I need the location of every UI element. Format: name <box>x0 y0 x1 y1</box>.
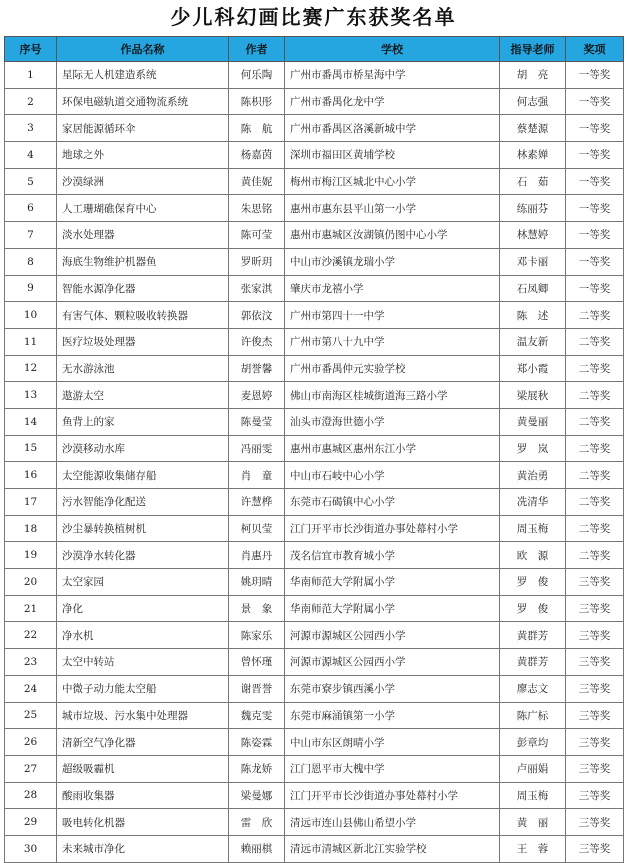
prize-level: 二等奖 <box>566 542 624 569</box>
author-name: 杨嘉茵 <box>229 142 285 169</box>
row-index: 7 <box>5 222 57 249</box>
row-index: 1 <box>5 62 57 89</box>
author-name: 肖 童 <box>229 462 285 489</box>
school-name: 清远市清城区新北江实验学校 <box>285 835 500 862</box>
prize-level: 一等奖 <box>566 195 624 222</box>
author-name: 麦恩婷 <box>229 382 285 409</box>
prize-level: 二等奖 <box>566 408 624 435</box>
teacher-name: 温友新 <box>500 328 566 355</box>
author-name: 景 象 <box>229 595 285 622</box>
prize-level: 二等奖 <box>566 382 624 409</box>
prize-level: 二等奖 <box>566 302 624 329</box>
table-row <box>5 382 624 409</box>
teacher-name: 林慧婷 <box>500 222 566 249</box>
author-name: 陈家乐 <box>229 622 285 649</box>
row-index: 15 <box>5 435 57 462</box>
author-name: 陈枳彤 <box>229 88 285 115</box>
prize-level: 一等奖 <box>566 248 624 275</box>
school-name: 东莞市寮步镇西溪小学 <box>285 675 500 702</box>
table-row <box>5 168 624 195</box>
table-row <box>5 62 624 89</box>
author-name: 陈姿霖 <box>229 729 285 756</box>
teacher-name: 胡 亮 <box>500 62 566 89</box>
row-index: 30 <box>5 835 57 862</box>
work-title: 地球之外 <box>57 142 229 169</box>
table-row <box>5 729 624 756</box>
row-index: 22 <box>5 622 57 649</box>
teacher-name: 梁展秋 <box>500 382 566 409</box>
school-name: 中山市沙溪镇龙瑞小学 <box>285 248 500 275</box>
table-row <box>5 408 624 435</box>
work-title: 沙漠移动水库 <box>57 435 229 462</box>
school-name: 深圳市福田区黄埔学校 <box>285 142 500 169</box>
teacher-name: 周玉梅 <box>500 782 566 809</box>
row-index: 12 <box>5 355 57 382</box>
teacher-name: 黄 丽 <box>500 809 566 836</box>
author-name: 许慧桦 <box>229 489 285 516</box>
header-index: 序号 <box>5 37 57 62</box>
school-name: 中山市东区朗晴小学 <box>285 729 500 756</box>
teacher-name: 黄治勇 <box>500 462 566 489</box>
work-title: 太空家园 <box>57 569 229 596</box>
author-name: 朱思铭 <box>229 195 285 222</box>
teacher-name: 罗 岚 <box>500 435 566 462</box>
prize-level: 三等奖 <box>566 675 624 702</box>
school-name: 广州市番禺区洛溪新城中学 <box>285 115 500 142</box>
teacher-name: 石 茹 <box>500 168 566 195</box>
teacher-name: 郑小霞 <box>500 355 566 382</box>
row-index: 3 <box>5 115 57 142</box>
work-title: 沙尘暴转换植树机 <box>57 515 229 542</box>
teacher-name: 林素婵 <box>500 142 566 169</box>
prize-level: 一等奖 <box>566 115 624 142</box>
teacher-name: 卢丽娟 <box>500 755 566 782</box>
row-index: 5 <box>5 168 57 195</box>
table-row <box>5 462 624 489</box>
row-index: 20 <box>5 569 57 596</box>
header-teacher: 指导老师 <box>500 37 566 62</box>
table-row <box>5 809 624 836</box>
school-name: 肇庆市龙禧小学 <box>285 275 500 302</box>
work-title: 太空能源收集储存船 <box>57 462 229 489</box>
school-name: 中山市石岐中心小学 <box>285 462 500 489</box>
prize-level: 一等奖 <box>566 222 624 249</box>
work-title: 超级吸霾机 <box>57 755 229 782</box>
prize-level: 三等奖 <box>566 622 624 649</box>
school-name: 清远市连山县佛山希望小学 <box>285 809 500 836</box>
teacher-name: 陈广标 <box>500 702 566 729</box>
work-title: 有害气体、颗粒吸收转换器 <box>57 302 229 329</box>
header-school: 学校 <box>285 37 500 62</box>
row-index: 4 <box>5 142 57 169</box>
row-index: 14 <box>5 408 57 435</box>
row-index: 21 <box>5 595 57 622</box>
school-name: 江门开平市长沙街道办事处幕村小学 <box>285 515 500 542</box>
work-title: 沙漠净水转化器 <box>57 542 229 569</box>
table-row <box>5 355 624 382</box>
prize-level: 二等奖 <box>566 462 624 489</box>
prize-level: 三等奖 <box>566 782 624 809</box>
school-name: 广州市番禺化龙中学 <box>285 88 500 115</box>
teacher-name: 陈 述 <box>500 302 566 329</box>
author-name: 姚玥晴 <box>229 569 285 596</box>
table-row <box>5 489 624 516</box>
teacher-name: 冼清华 <box>500 489 566 516</box>
row-index: 26 <box>5 729 57 756</box>
prize-level: 三等奖 <box>566 729 624 756</box>
row-index: 13 <box>5 382 57 409</box>
header-prize: 奖项 <box>566 37 624 62</box>
table-row <box>5 649 624 676</box>
table-row <box>5 275 624 302</box>
table-row <box>5 755 624 782</box>
row-index: 25 <box>5 702 57 729</box>
teacher-name: 练丽芬 <box>500 195 566 222</box>
prize-level: 一等奖 <box>566 88 624 115</box>
author-name: 谢晋誉 <box>229 675 285 702</box>
prize-level: 一等奖 <box>566 275 624 302</box>
work-title: 海底生物维护机器鱼 <box>57 248 229 275</box>
prize-level: 三等奖 <box>566 649 624 676</box>
work-title: 星际无人机建造系统 <box>57 62 229 89</box>
table-row <box>5 515 624 542</box>
prize-level: 三等奖 <box>566 595 624 622</box>
work-title: 遨游太空 <box>57 382 229 409</box>
author-name: 何乐陶 <box>229 62 285 89</box>
prize-level: 三等奖 <box>566 702 624 729</box>
table-row <box>5 435 624 462</box>
row-index: 17 <box>5 489 57 516</box>
table-row <box>5 622 624 649</box>
row-index: 2 <box>5 88 57 115</box>
teacher-name: 何志强 <box>500 88 566 115</box>
table-row <box>5 195 624 222</box>
school-name: 广州市第四十一中学 <box>285 302 500 329</box>
work-title: 医疗垃圾处理器 <box>57 328 229 355</box>
school-name: 惠州市惠东县平山第一小学 <box>285 195 500 222</box>
work-title: 酸雨收集器 <box>57 782 229 809</box>
school-name: 江门恩平市大槐中学 <box>285 755 500 782</box>
table-row <box>5 328 624 355</box>
prize-level: 二等奖 <box>566 328 624 355</box>
table-row <box>5 835 624 862</box>
table-row <box>5 115 624 142</box>
teacher-name: 蔡楚源 <box>500 115 566 142</box>
row-index: 24 <box>5 675 57 702</box>
school-name: 广州市番禺市桥星海中学 <box>285 62 500 89</box>
table-row <box>5 222 624 249</box>
table-row <box>5 569 624 596</box>
teacher-name: 王 蓉 <box>500 835 566 862</box>
school-name: 惠州市惠城区汝湖镇仍图中心小学 <box>285 222 500 249</box>
school-name: 广州市第八十九中学 <box>285 328 500 355</box>
school-name: 河源市源城区公园西小学 <box>285 649 500 676</box>
teacher-name: 罗 俊 <box>500 595 566 622</box>
prize-level: 三等奖 <box>566 569 624 596</box>
work-title: 吸电转化机器 <box>57 809 229 836</box>
school-name: 广州市番禺仲元实验学校 <box>285 355 500 382</box>
work-title: 太空中转站 <box>57 649 229 676</box>
prize-level: 一等奖 <box>566 62 624 89</box>
teacher-name: 石凤卿 <box>500 275 566 302</box>
author-name: 许俊杰 <box>229 328 285 355</box>
school-name: 河源市源城区公园西小学 <box>285 622 500 649</box>
work-title: 城市垃圾、污水集中处理器 <box>57 702 229 729</box>
teacher-name: 廖志文 <box>500 675 566 702</box>
row-index: 27 <box>5 755 57 782</box>
teacher-name: 周玉梅 <box>500 515 566 542</box>
author-name: 赖丽棋 <box>229 835 285 862</box>
author-name: 胡誉馨 <box>229 355 285 382</box>
row-index: 23 <box>5 649 57 676</box>
row-index: 6 <box>5 195 57 222</box>
table-row <box>5 248 624 275</box>
row-index: 11 <box>5 328 57 355</box>
author-name: 梁曼娜 <box>229 782 285 809</box>
work-title: 家居能源循环伞 <box>57 115 229 142</box>
work-title: 污水智能净化配送 <box>57 489 229 516</box>
work-title: 净水机 <box>57 622 229 649</box>
prize-level: 三等奖 <box>566 755 624 782</box>
work-title: 淡水处理器 <box>57 222 229 249</box>
school-name: 华南师范大学附属小学 <box>285 569 500 596</box>
row-index: 10 <box>5 302 57 329</box>
author-name: 郭依汶 <box>229 302 285 329</box>
prize-level: 三等奖 <box>566 809 624 836</box>
row-index: 18 <box>5 515 57 542</box>
table-row <box>5 595 624 622</box>
row-index: 8 <box>5 248 57 275</box>
prize-level: 二等奖 <box>566 515 624 542</box>
row-index: 9 <box>5 275 57 302</box>
work-title: 中微子动力能太空船 <box>57 675 229 702</box>
table-row <box>5 88 624 115</box>
header-author: 作者 <box>229 37 285 62</box>
author-name: 陈龙娇 <box>229 755 285 782</box>
author-name: 陈曼莹 <box>229 408 285 435</box>
table-body <box>5 62 624 863</box>
prize-level: 二等奖 <box>566 489 624 516</box>
table-row <box>5 702 624 729</box>
prize-level: 三等奖 <box>566 835 624 862</box>
work-title: 无水游泳池 <box>57 355 229 382</box>
school-name: 东莞市麻涌镇第一小学 <box>285 702 500 729</box>
teacher-name: 邓卡丽 <box>500 248 566 275</box>
work-title: 清新空气净化器 <box>57 729 229 756</box>
row-index: 28 <box>5 782 57 809</box>
teacher-name: 彭章均 <box>500 729 566 756</box>
table-row <box>5 142 624 169</box>
author-name: 柯贝莹 <box>229 515 285 542</box>
author-name: 冯丽雯 <box>229 435 285 462</box>
school-name: 华南师范大学附属小学 <box>285 595 500 622</box>
author-name: 罗昕玥 <box>229 248 285 275</box>
table-header-row <box>5 37 624 62</box>
table-row <box>5 302 624 329</box>
teacher-name: 欧 源 <box>500 542 566 569</box>
author-name: 雷 欣 <box>229 809 285 836</box>
prize-level: 二等奖 <box>566 355 624 382</box>
school-name: 惠州市惠城区惠州东江小学 <box>285 435 500 462</box>
awards-table <box>4 36 624 863</box>
work-title: 鱼背上的家 <box>57 408 229 435</box>
school-name: 佛山市南海区桂城街道海三路小学 <box>285 382 500 409</box>
table-row <box>5 675 624 702</box>
work-title: 环保电磁轨道交通物流系统 <box>57 88 229 115</box>
work-title: 净化 <box>57 595 229 622</box>
prize-level: 一等奖 <box>566 142 624 169</box>
school-name: 茂名信宜市教育城小学 <box>285 542 500 569</box>
author-name: 陈 航 <box>229 115 285 142</box>
school-name: 东莞市石碣镇中心小学 <box>285 489 500 516</box>
prize-level: 二等奖 <box>566 435 624 462</box>
author-name: 肖惠丹 <box>229 542 285 569</box>
header-work-title: 作品名称 <box>57 37 229 62</box>
school-name: 江门开平市长沙街道办事处幕村小学 <box>285 782 500 809</box>
row-index: 29 <box>5 809 57 836</box>
work-title: 智能水源净化器 <box>57 275 229 302</box>
school-name: 梅州市梅江区城北中心小学 <box>285 168 500 195</box>
teacher-name: 罗 俊 <box>500 569 566 596</box>
table-row <box>5 542 624 569</box>
page-title: 少儿科幻画比赛广东获奖名单 <box>170 5 457 29</box>
work-title: 沙漠绿洲 <box>57 168 229 195</box>
work-title: 人工珊瑚礁保育中心 <box>57 195 229 222</box>
author-name: 陈可莹 <box>229 222 285 249</box>
author-name: 曾怀瑾 <box>229 649 285 676</box>
teacher-name: 黄群芳 <box>500 622 566 649</box>
author-name: 黄佳妮 <box>229 168 285 195</box>
school-name: 汕头市澄海世德小学 <box>285 408 500 435</box>
author-name: 魏克雯 <box>229 702 285 729</box>
author-name: 张家淇 <box>229 275 285 302</box>
work-title: 未来城市净化 <box>57 835 229 862</box>
row-index: 19 <box>5 542 57 569</box>
teacher-name: 黄曼丽 <box>500 408 566 435</box>
teacher-name: 黄群芳 <box>500 649 566 676</box>
row-index: 16 <box>5 462 57 489</box>
table-row <box>5 782 624 809</box>
prize-level: 一等奖 <box>566 168 624 195</box>
